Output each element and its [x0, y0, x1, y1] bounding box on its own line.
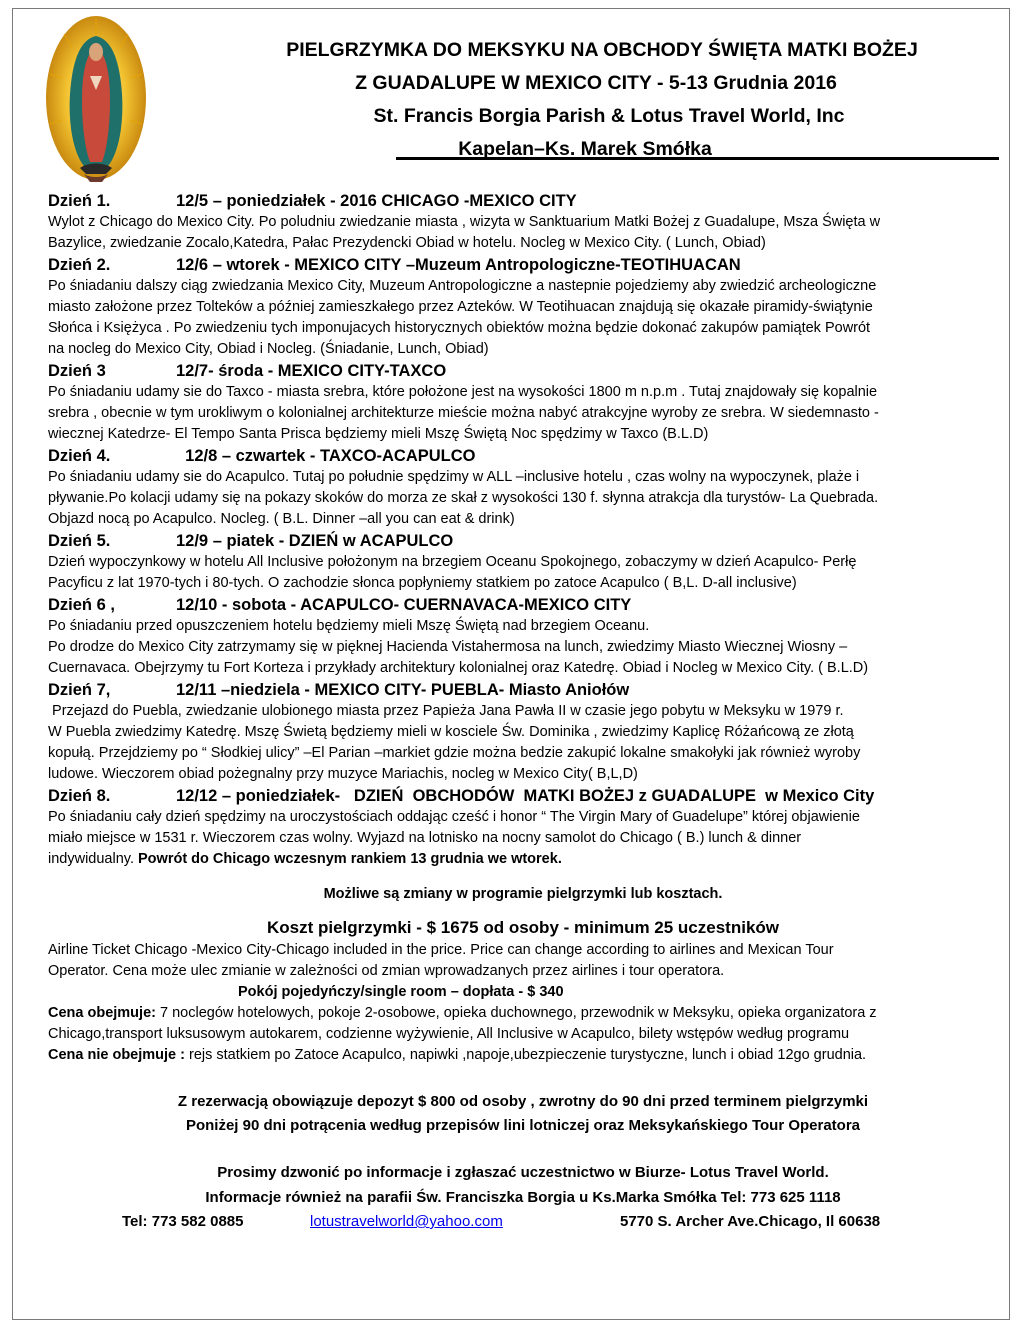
- day-text-line: Wylot z Chicago do Mexico City. Po poludniu zwiedzanie miasta , wizyta w Sanktuarium Matki Bożej z Guadalupe, Msza Święta w: [48, 214, 881, 230]
- header-title: PIELGRZYMKA DO MEKSYKU NA OBCHODY ŚWIĘTA MATKI BOŻEJ: [286, 39, 918, 61]
- changes-note: Możliwe są zmiany w programie pielgrzymki lub kosztach.: [323, 886, 723, 902]
- day-text-line: Bazylice, zwiedzanie Zocalo,Katedra, Pałac Prezydencki Obiad w hotelu. Nocleg w Mexico City. ( Lunch, Obiad): [48, 235, 766, 251]
- day-number: Dzień 5.: [48, 532, 111, 550]
- day-text-line: Objazd nocą po Acapulco. Nocleg. ( B.L. Dinner –all you can eat & drink): [48, 511, 515, 527]
- office-address: 5770 S. Archer Ave.Chicago, Il 60638: [620, 1213, 881, 1230]
- day-text-line: indywidualny.: [48, 851, 139, 867]
- day-text-line: Po drodze do Mexico City zatrzymamy się w pięknej Hacienda Vistahermosa na lunch, zwiedzimy Miasto Wiecznej Wiosny –: [48, 639, 848, 655]
- day-2: [48, 254, 998, 360]
- virgin-of-guadalupe-icon: [44, 14, 148, 186]
- day-text-line: srebra , obecnie w tym urokliwym o kolonialnej architekturze mieście można nabyć atrakcyjne wyroby ze srebra. W siedemnasto -: [48, 405, 879, 421]
- day-text-line: Po śniadaniu dalszy ciąg zwiedzania Mexico City, Muzeum Antropologiczne a nastepnie pojedziemy aby zwiedzić archeologiczne: [48, 278, 877, 294]
- includes-text: 7 noclegów hotelowych, pokoje 2-osobowe, opieka duchownego, przewodnik w Meksyku, opieka organizatora z: [155, 1005, 877, 1021]
- header-subtitle: Z GUADALUPE W MEXICO CITY - 5-13 Grudnia 2016: [355, 72, 837, 94]
- cost-title: Koszt pielgrzymki - $ 1675 od osoby - minimum 25 uczestników: [266, 918, 780, 937]
- day-title: 12/11 –niedziela - MEXICO CITY- PUEBLA- Miasto Aniołów: [176, 681, 630, 699]
- contact-footer: [48, 1210, 998, 1234]
- day-number: Dzień 2.: [48, 256, 111, 274]
- day-text-line: na nocleg do Mexico City, Obiad i Nocleg. (Śniadanie, Lunch, Obiad): [48, 341, 489, 357]
- day-text-line: Cuernavaca. Obejrzymy tu Fort Korteza i przykłady architektury kolonialnej oraz Katedrę. Obiad i Nocleg w Mexico City. ( B.L.D): [48, 660, 869, 676]
- day-text-line: Po śniadaniu udamy sie do Taxco - miasta srebra, które położone jest na wysokości 1800 m n.p.m . Tutaj znajdowały się kopalnie: [48, 384, 878, 400]
- day-6: [48, 594, 998, 679]
- day-number: Dzień 1.: [48, 192, 111, 210]
- day-title: 12/10 - sobota - ACAPULCO- CUERNAVACA-MEXICO CITY: [176, 596, 632, 614]
- deposit-line: Poniżej 90 dni potrącenia według przepisów lini lotniczej oraz Meksykańskiego Tour Operatora: [185, 1117, 861, 1134]
- day-text-line: Przejazd do Puebla, zwiedzanie ulobionego miasta przez Papieża Jana Pawła II w czasie jego pobytu w Meksyku w 1979 r.: [48, 703, 844, 719]
- itinerary: [48, 190, 998, 1234]
- day-4: [48, 445, 998, 530]
- day-text-line: Po śniadaniu przed opuszczeniem hotelu będziemy mieli Mszę Świętą nad brzegiem Oceanu.: [48, 618, 650, 634]
- header-chaplain: Kapelan–Ks. Marek Smółka: [458, 138, 712, 160]
- office-phone: Tel: 773 582 0885: [122, 1213, 244, 1230]
- day-text-line: miało miejsce w 1531 r. Wieczorem czas wolny. Wyjazd na lotnisko na nocny samolot do Chicago ( B.) lunch & dinner: [48, 830, 802, 846]
- excludes-text: rejs statkiem po Zatoce Acapulco, napiwki ,napoje,ubezpieczenie turystyczne, lunch i obiad 12go grudnia.: [184, 1047, 867, 1063]
- day-1: [48, 190, 998, 254]
- header-organizer: St. Francis Borgia Parish & Lotus Travel World, Inc: [373, 105, 845, 127]
- email-link[interactable]: lotustravelworld@yahoo.com: [310, 1213, 503, 1230]
- day-text-line: Dzień wypoczynkowy w hotelu All Inclusive położonym na brzegiem Oceanu Spokojnego, zobaczymy w dzień Acapulco- Perłę: [48, 554, 857, 570]
- day-8: [48, 785, 998, 870]
- return-note: Powrót do Chicago wczesnym rankiem 13 grudnia we wtorek.: [138, 851, 562, 867]
- day-number: Dzień 3: [48, 362, 106, 380]
- day-title: 12/5 – poniedziałek - 2016 CHICAGO -MEXICO CITY: [176, 192, 577, 210]
- excludes-label: Cena nie obejmuje :: [48, 1047, 185, 1063]
- cost-airline-line: Operator. Cena może ulec zmianie w zależności od zmian wprowadzanych przez airlines i tour operatora.: [48, 963, 725, 979]
- day-text-line: Po śniadaniu cały dzień spędzimy na uroczystościach oddając cześć i honor “ The Virgin Mary of Guadelupe” której objawienie: [48, 809, 860, 825]
- document-header: [170, 34, 1000, 166]
- day-text-line: kopułą. Przejdziemy po “ Słodkiej ulicy” –El Parian –markiet gdzie można bedzie zakupić lokalne smakołyki jak również wyroby: [48, 745, 861, 761]
- header-divider: [396, 157, 999, 160]
- day-title: 12/6 – wtorek - MEXICO CITY –Muzeum Antropologiczne-TEOTIHUACAN: [176, 256, 741, 274]
- includes-text: Chicago,transport luksusowym autokarem, codzienne wyżywienie, All Inclusive w Acapulco, bilety wstępów według programu: [48, 1026, 850, 1042]
- day-number: Dzień 8.: [48, 787, 111, 805]
- day-title: 12/12 – poniedziałek- DZIEŃ OBCHODÓW MATKI BOŻEJ z GUADALUPE w Mexico City: [176, 787, 875, 805]
- day-number: Dzień 6 ,: [48, 596, 115, 614]
- single-room-surcharge: Pokój pojedyńczy/single room – dopłata - $ 340: [238, 984, 564, 1000]
- day-7: [48, 679, 998, 785]
- day-text-line: pływanie.Po kolacji udamy się na pokazy skoków do morza ze skał z wysokości 130 f. słynna atrakcja dla turystów- La Quebrada.: [48, 490, 879, 506]
- includes-label: Cena obejmuje:: [48, 1005, 156, 1021]
- contact-line: Prosimy dzwonić po informacje i zgłaszać uczestnictwo w Biurze- Lotus Travel World.: [217, 1164, 829, 1181]
- day-text-line: miasto założone przez Tolteków a później zamieszkałego przez Azteków. W Teotihuacan znajdują się okazałe piramidy-świątynie: [48, 299, 873, 315]
- day-title: 12/9 – piatek - DZIEŃ w ACAPULCO: [176, 532, 454, 550]
- contact-line: Informacje również na parafii Św. Franciszka Borgia u Ks.Marka Smółka Tel: 773 625 1118: [205, 1189, 841, 1206]
- day-text-line: Po śniadaniu udamy sie do Acapulco. Tutaj po południe spędzimy w ALL –inclusive hotelu , czas wolny na wypoczynek, plaże i: [48, 469, 860, 485]
- day-text-line: W Puebla zwiedzimy Katedrę. Mszę Świetą będziemy mieli w kosciele Św. Dominika , zwiedzimy Kaplicę Różańcową ze złotą: [48, 724, 854, 740]
- deposit-line: Z rezerwacją obowiązuje depozyt $ 800 od osoby , zwrotny do 90 dni przed terminem pielgrzymki: [177, 1093, 869, 1110]
- day-title: 12/8 – czwartek - TAXCO-ACAPULCO: [176, 447, 476, 465]
- day-number: Dzień 7,: [48, 681, 111, 699]
- day-text-line: ludowe. Wieczorem obiad pożegnalny przy muzyce Mariachis, nocleg w Mexico City( B,L,D): [48, 766, 638, 782]
- day-text-line: Słońca i Księżyca . Po zwiedzeniu tych imponujacych historycznych obiektów można będzie dokonać zakupów pamiątek Powrót: [48, 320, 871, 336]
- cost-airline-line: Airline Ticket Chicago -Mexico City-Chicago included in the price. Price can change according to airlines and Mexican Tour: [48, 942, 834, 958]
- day-text-line: Pacyficu z lat 1970-tych i 80-tych. O zachodzie słonca popłyniemy statkiem po zatoce Acapulco ( B,L. D-all inclusive): [48, 575, 797, 591]
- day-text-line: wiecznej Katedrze- El Tempo Santa Prisca będziemy mieli Mszę Świętą Noc spędzimy w Taxco (B.L.D): [48, 426, 709, 442]
- day-number: Dzień 4.: [48, 447, 111, 465]
- day-5: [48, 530, 998, 594]
- day-title: 12/7- środa - MEXICO CITY-TAXCO: [176, 362, 447, 380]
- day-3: [48, 360, 998, 445]
